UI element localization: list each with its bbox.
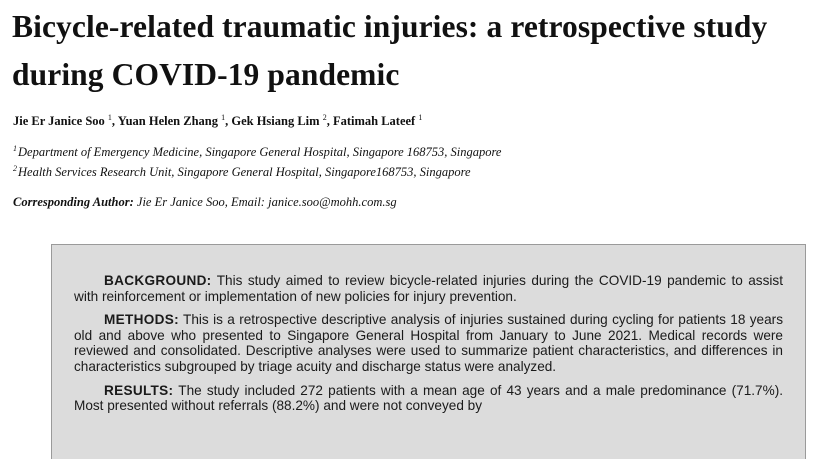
abstract-background xyxy=(74,273,783,304)
abstract-box xyxy=(51,244,806,459)
author-separator: , xyxy=(326,114,333,128)
abstract-background-text: This study aimed to review bicycle-related injuries during the COVID-19 pandemic to assist with reinforcement or implementation of new policies for injury prevention. xyxy=(74,273,783,304)
affiliation-number: 1 xyxy=(13,144,17,153)
corresponding-author-details: Jie Er Janice Soo, Email: janice.soo@mohh.com.sg xyxy=(133,195,397,209)
affiliation-list xyxy=(13,142,501,182)
affiliation-line xyxy=(13,142,501,162)
author-affiliation-number: 1 xyxy=(221,113,226,122)
affiliation-text: Health Services Research Unit, Singapore General Hospital, Singapore168753, Singapore xyxy=(18,165,471,179)
abstract-results-text: The study included 272 patients with a mean age of 43 years and a male predominance (71.7%). Most presented without referrals (88.2%) and were not conveyed by xyxy=(74,382,783,414)
author-affiliation-number: 1 xyxy=(107,113,112,122)
author-name: Gek Hsiang Lim xyxy=(231,114,320,128)
author-affiliation-number: 1 xyxy=(418,113,423,122)
abstract-methods-heading: METHODS: xyxy=(104,312,179,328)
author-name: Jie Er Janice Soo xyxy=(13,114,105,128)
author-name: Fatimah Lateef xyxy=(332,114,416,128)
corresponding-author xyxy=(13,193,397,211)
abstract-results xyxy=(74,383,783,414)
abstract-methods xyxy=(74,312,783,374)
author-name: Yuan Helen Zhang xyxy=(117,114,218,128)
abstract-methods-text: This is a retrospective descriptive analysis of injuries sustained during cycling for patients 18 years old and above who presented to Singapore General Hospital from January to June 2021. Medical records were reviewed and consolidated. Descriptive analyses were used to summarize patient characteristics, and differences in characteristics subgrouped by triage acuity and discharge status were analyzed. xyxy=(74,312,783,374)
author-separator: , xyxy=(111,114,118,128)
affiliation-text: Department of Emergency Medicine, Singapore General Hospital, Singapore 168753, Singapore xyxy=(18,145,502,159)
affiliation-line xyxy=(13,162,501,182)
abstract-results-heading: RESULTS: xyxy=(104,382,174,398)
abstract-background-heading: BACKGROUND: xyxy=(104,273,212,288)
paper-title: Bicycle-related traumatic injuries: a retrospective study during COVID-19 pandemic xyxy=(12,9,768,92)
affiliation-number: 2 xyxy=(13,164,17,173)
corresponding-author-label: Corresponding Author: xyxy=(13,195,134,209)
author-list xyxy=(13,112,422,130)
author-separator: , xyxy=(225,114,232,128)
author-affiliation-number: 2 xyxy=(322,113,327,122)
